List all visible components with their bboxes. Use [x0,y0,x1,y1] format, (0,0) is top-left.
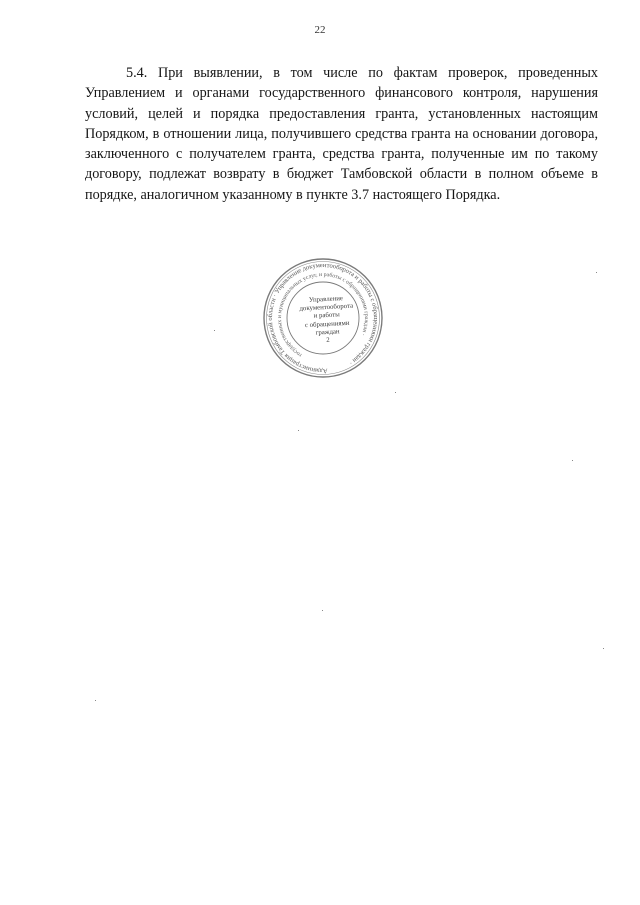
paragraph-5-4: 5.4. При выявлении, в том числе по фактам проверок, проведенных Управлением и органами государственного финансового контроля, нарушения условий, целей и порядка предоставления гранта, установленных настоящим Порядком, в отношении лица, получившего средства гранта на основании договора, заключенного с получателем гранта, средства гранта, полученные им по такому договору, подлежат возврату в бюджет Тамбовской области в полном объеме в порядке, аналогичном указанному в пункте 3.7 настоящего Порядка. [85,65,598,203]
scan-speck [322,610,323,611]
seal-center-line: граждан [315,328,340,337]
scan-speck [596,272,597,273]
seal-center-line: и работы [313,311,340,321]
seal-center-text [297,295,357,347]
seal-center-line: документооборота [299,302,354,313]
page-number: 22 [314,24,326,36]
scan-speck [603,648,604,649]
scan-speck [395,392,396,393]
seal-inner-text: государственных и муниципальных услуг, и работы с обращениями граждан · [276,271,370,358]
seal-center-line: Управление [308,295,344,304]
scan-speck [572,460,573,461]
scan-speck [298,430,299,431]
scan-speck [214,330,215,331]
seal-center-line: с обращениями [304,319,350,329]
seal-outer-text: Администрация Тамбовской области · Управление документооборота и работы с обращениями граждан · [266,261,380,375]
scan-speck [95,700,96,701]
seal-center-number: 2 [326,336,330,345]
